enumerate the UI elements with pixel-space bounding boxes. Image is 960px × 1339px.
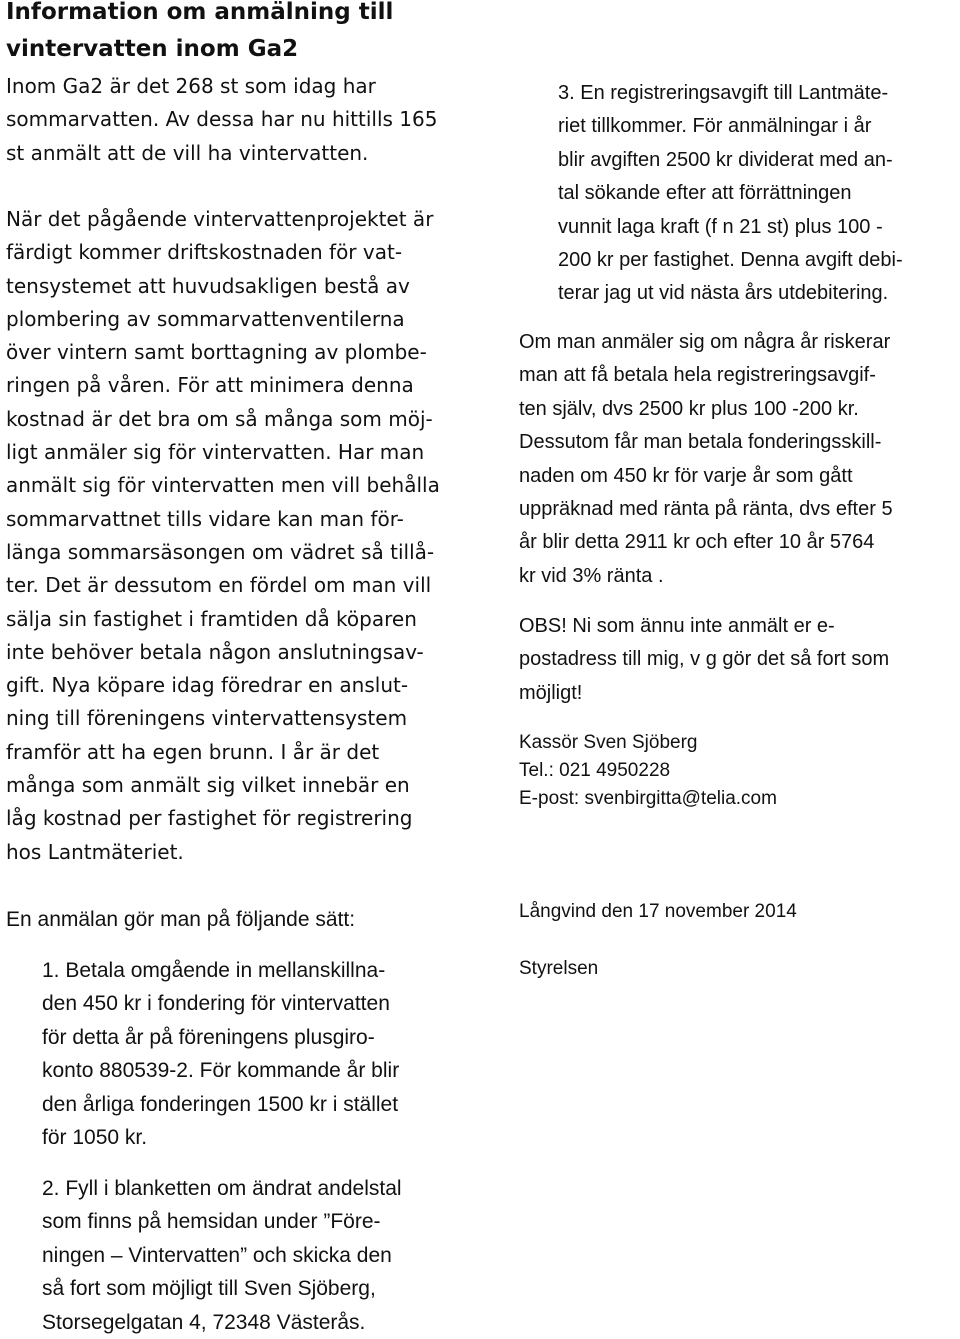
obs-paragraph bbox=[519, 610, 889, 710]
body-line: plombering av sommarvattenventilerna bbox=[6, 306, 405, 331]
place-date-text: Långvind den 17 november 2014 bbox=[519, 901, 797, 922]
place-date bbox=[519, 898, 797, 926]
how-to-heading bbox=[6, 903, 355, 936]
title-line-2: vintervatten inom Ga2 bbox=[6, 36, 299, 62]
step-line: 200 kr per fastighet. Denna avgift debi- bbox=[558, 249, 903, 272]
document-title bbox=[6, 0, 393, 68]
step-line: den årliga fonderingen 1500 kr i stället bbox=[42, 1092, 399, 1116]
risk-line: ten själv, dvs 2500 kr plus 100 -200 kr. bbox=[519, 397, 859, 420]
obs-line: möjligt! bbox=[519, 681, 583, 704]
body-line: ringen på våren. För att minimera denna bbox=[6, 373, 414, 398]
risk-paragraph bbox=[519, 326, 893, 593]
obs-line: OBS! Ni som ännu inte anmält er e- bbox=[519, 615, 835, 637]
signature-text: Styrelsen bbox=[519, 958, 599, 979]
risk-line: uppräknad med ränta på ränta, dvs efter 5 bbox=[519, 498, 893, 521]
risk-line: man att få betala hela registreringsavgif- bbox=[519, 364, 876, 387]
maintenance-paragraph bbox=[6, 203, 440, 869]
intro-paragraph bbox=[6, 70, 437, 170]
step-line: 2. Fyll i blanketten om ändrat andelstal bbox=[42, 1177, 402, 1200]
body-line: färdigt kommer driftskostnaden för vat- bbox=[6, 240, 403, 265]
body-line: kostnad är det bra om så många som möj- bbox=[6, 406, 433, 431]
step-line: tal sökande efter att förrättningen bbox=[558, 182, 852, 205]
risk-line: naden om 450 kr för varje år som gått bbox=[519, 464, 853, 487]
step-line: vunnit laga kraft (f n 21 st) plus 100 - bbox=[558, 215, 883, 238]
how-to-heading-text: En anmälan gör man på följande sätt: bbox=[6, 908, 356, 931]
step-line: så fort som möjligt till Sven Sjöberg, bbox=[42, 1277, 376, 1301]
obs-line: postadress till mig, v g gör det så fort som bbox=[519, 648, 890, 671]
step-line: blir avgiften 2500 kr dividerat med an- bbox=[558, 148, 893, 171]
risk-line: år blir detta 2911 kr och efter 10 år 5764 bbox=[519, 531, 875, 554]
intro-line: sommarvatten. Av dessa har nu hittills 165 bbox=[6, 107, 438, 132]
body-line: inte behöver betala någon anslutningsav- bbox=[6, 639, 424, 664]
risk-line: kr vid 3% ränta . bbox=[519, 564, 664, 587]
step-line: Storsegelgatan 4, 72348 Västerås. bbox=[42, 1310, 366, 1334]
step-line: riet tillkommer. För anmälningar i år bbox=[558, 115, 872, 138]
step-1 bbox=[42, 954, 399, 1154]
contact-block bbox=[519, 729, 777, 813]
body-line: ligt anmäler sig för vintervatten. Har man bbox=[6, 440, 425, 465]
step-3 bbox=[558, 77, 903, 311]
risk-line: Dessutom får man betala fonderingsskill- bbox=[519, 431, 882, 454]
intro-line: Inom Ga2 är det 268 st som idag har bbox=[6, 74, 376, 98]
body-line: sälja sin fastighet i framtiden då köparen bbox=[6, 606, 417, 631]
step-line: ningen – Vintervatten” och skicka den bbox=[42, 1243, 392, 1267]
step-line: för detta år på föreningens plusgiro- bbox=[42, 1025, 375, 1049]
signature bbox=[519, 955, 598, 983]
body-line: många som anmält sig vilket innebär en bbox=[6, 773, 410, 798]
body-line: hos Lantmäteriet. bbox=[6, 839, 184, 864]
body-line: över vintern samt borttagning av plombe- bbox=[6, 340, 427, 365]
body-line: När det pågående vintervattenprojektet är bbox=[6, 207, 434, 231]
body-line: gift. Nya köpare idag föredrar en anslut- bbox=[6, 673, 409, 698]
body-line: tensystemet att huvudsakligen bestå av bbox=[6, 273, 410, 298]
intro-line: st anmält att de vill ha vintervatten. bbox=[6, 140, 369, 165]
step-line: terar jag ut vid nästa års utdebitering. bbox=[558, 282, 889, 305]
contact-email: E-post: svenbirgitta@telia.com bbox=[519, 788, 777, 809]
body-line: länga sommarsäsongen om vädret så tillå- bbox=[6, 539, 435, 564]
body-line: framför att ha egen brunn. I år är det bbox=[6, 739, 380, 764]
body-line: ter. Det är dessutom en fördel om man vill bbox=[6, 573, 432, 598]
step-line: den 450 kr i fondering för vintervatten bbox=[42, 992, 390, 1016]
step-line: för 1050 kr. bbox=[42, 1126, 148, 1150]
risk-line: Om man anmäler sig om några år riskerar bbox=[519, 331, 891, 353]
step-line: 3. En registreringsavgift till Lantmäte- bbox=[558, 82, 889, 104]
title-line-1: Information om anmälning till bbox=[6, 0, 394, 25]
body-line: låg kostnad per fastighet för registrering bbox=[6, 806, 413, 831]
contact-name: Kassör Sven Sjöberg bbox=[519, 732, 698, 753]
contact-phone: Tel.: 021 4950228 bbox=[519, 760, 671, 781]
body-line: sommarvattnet tills vidare kan man för- bbox=[6, 506, 404, 531]
step-line: 1. Betala omgående in mellanskillna- bbox=[42, 959, 386, 982]
step-2 bbox=[42, 1172, 402, 1339]
step-line: konto 880539-2. För kommande år blir bbox=[42, 1059, 400, 1083]
body-line: ning till föreningens vintervattensystem bbox=[6, 706, 408, 731]
body-line: anmält sig för vintervatten men vill behålla bbox=[6, 473, 440, 498]
step-line: som finns på hemsidan under ”Före- bbox=[42, 1210, 381, 1234]
